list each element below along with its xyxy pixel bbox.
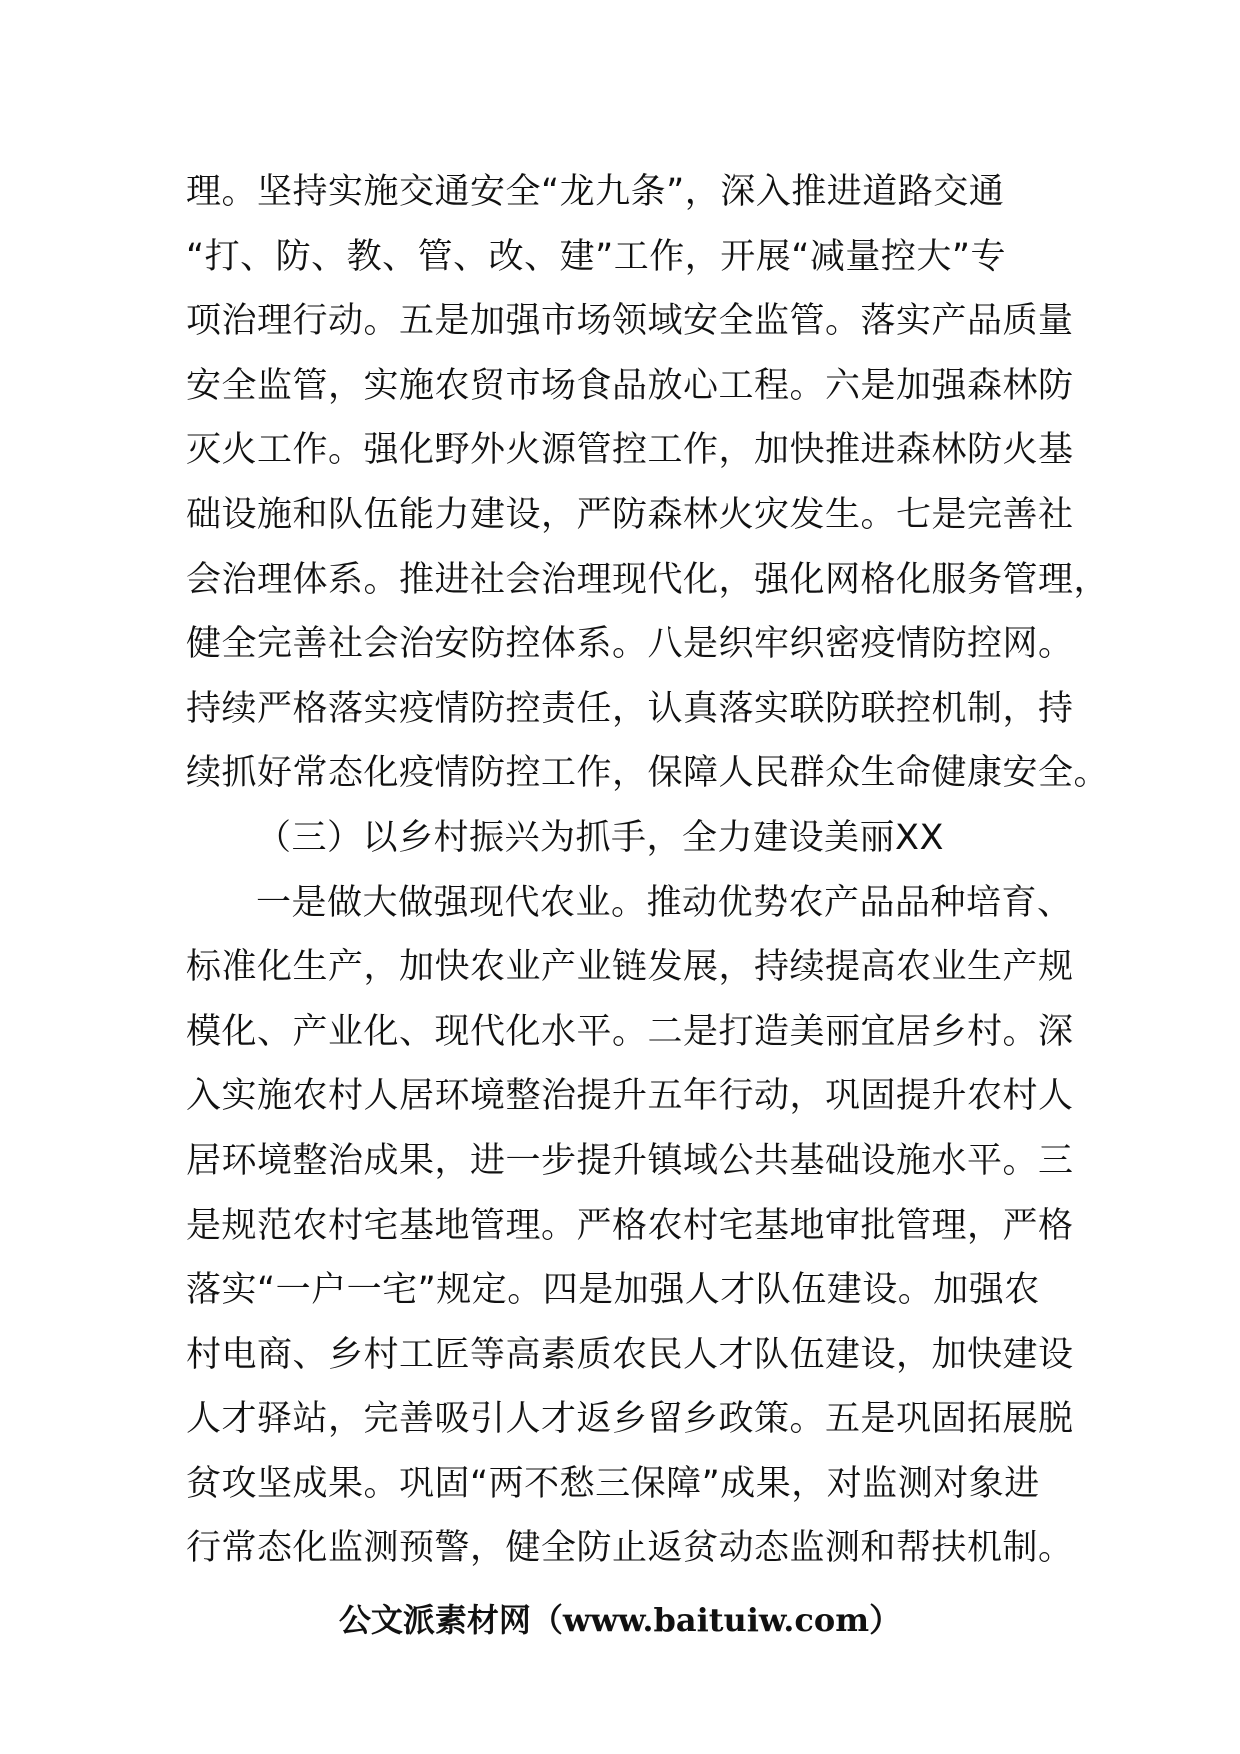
text-line: 入实施农村人居环境整治提升五年行动，巩固提升农村人 — [186, 1076, 1074, 1117]
text-line: 持续严格落实疫情防控责任，认真落实联防联控机制，持 — [186, 688, 1074, 729]
document-body — [186, 160, 1110, 1581]
text-line: 续抓好常态化疫情防控工作，保障人民群众生命健康安全。 — [186, 753, 1110, 794]
text-line: 会治理体系。推进社会治理现代化，强化网格化服务管理， — [186, 559, 1110, 600]
section-heading: （三）以乡村振兴为抓手，全力建设美丽XX — [256, 817, 944, 858]
text-line: 贫攻坚成果。巩固“两不愁三保障”成果，对监测对象进 — [186, 1463, 1040, 1504]
text-line: 础设施和队伍能力建设，严防森林火灾发生。七是完善社 — [186, 494, 1074, 535]
text-line: 行常态化监测预警，健全防止返贫动态监测和帮扶机制。 — [186, 1528, 1074, 1569]
text-line: 模化、产业化、现代化水平。二是打造美丽宜居乡村。深 — [186, 1011, 1074, 1052]
text-line: 理。坚持实施交通安全“龙九条”，深入推进道路交通 — [186, 172, 1005, 212]
text-line: 灭火工作。强化野外火源管控工作，加快推进森林防火基 — [186, 430, 1074, 471]
text-line: 项治理行动。五是加强市场领域安全监管。落实产品质量 — [186, 301, 1074, 342]
text-line: 村电商、乡村工匠等高素质农民人才队伍建设，加快建设 — [186, 1334, 1074, 1375]
text-line: 落实“一户一宅”规定。四是加强人才队伍建设。加强农 — [186, 1270, 1040, 1311]
text-line: 是规范农村宅基地管理。严格农村宅基地审批管理，严格 — [186, 1205, 1074, 1246]
text-line: 人才驿站，完善吸引人才返乡留乡政策。五是巩固拓展脱 — [186, 1399, 1074, 1440]
text-line: 健全完善社会治安防控体系。八是织牢织密疫情防控网。 — [186, 624, 1074, 665]
text-line: “打、防、教、管、改、建”工作，开展“减量控大”专 — [186, 236, 1007, 277]
footer-watermark: 公文派素材网（www.baituiw.com） — [338, 1601, 902, 1639]
text-line: 居环境整治成果，进一步提升镇域公共基础设施水平。三 — [186, 1140, 1074, 1181]
text-line: 一是做大做强现代农业。推动优势农产品品种培育、 — [256, 882, 1073, 923]
text-line: 标准化生产，加快农业产业链发展，持续提高农业生产规 — [186, 947, 1074, 988]
text-line: 安全监管，实施农贸市场食品放心工程。六是加强森林防 — [186, 365, 1074, 406]
